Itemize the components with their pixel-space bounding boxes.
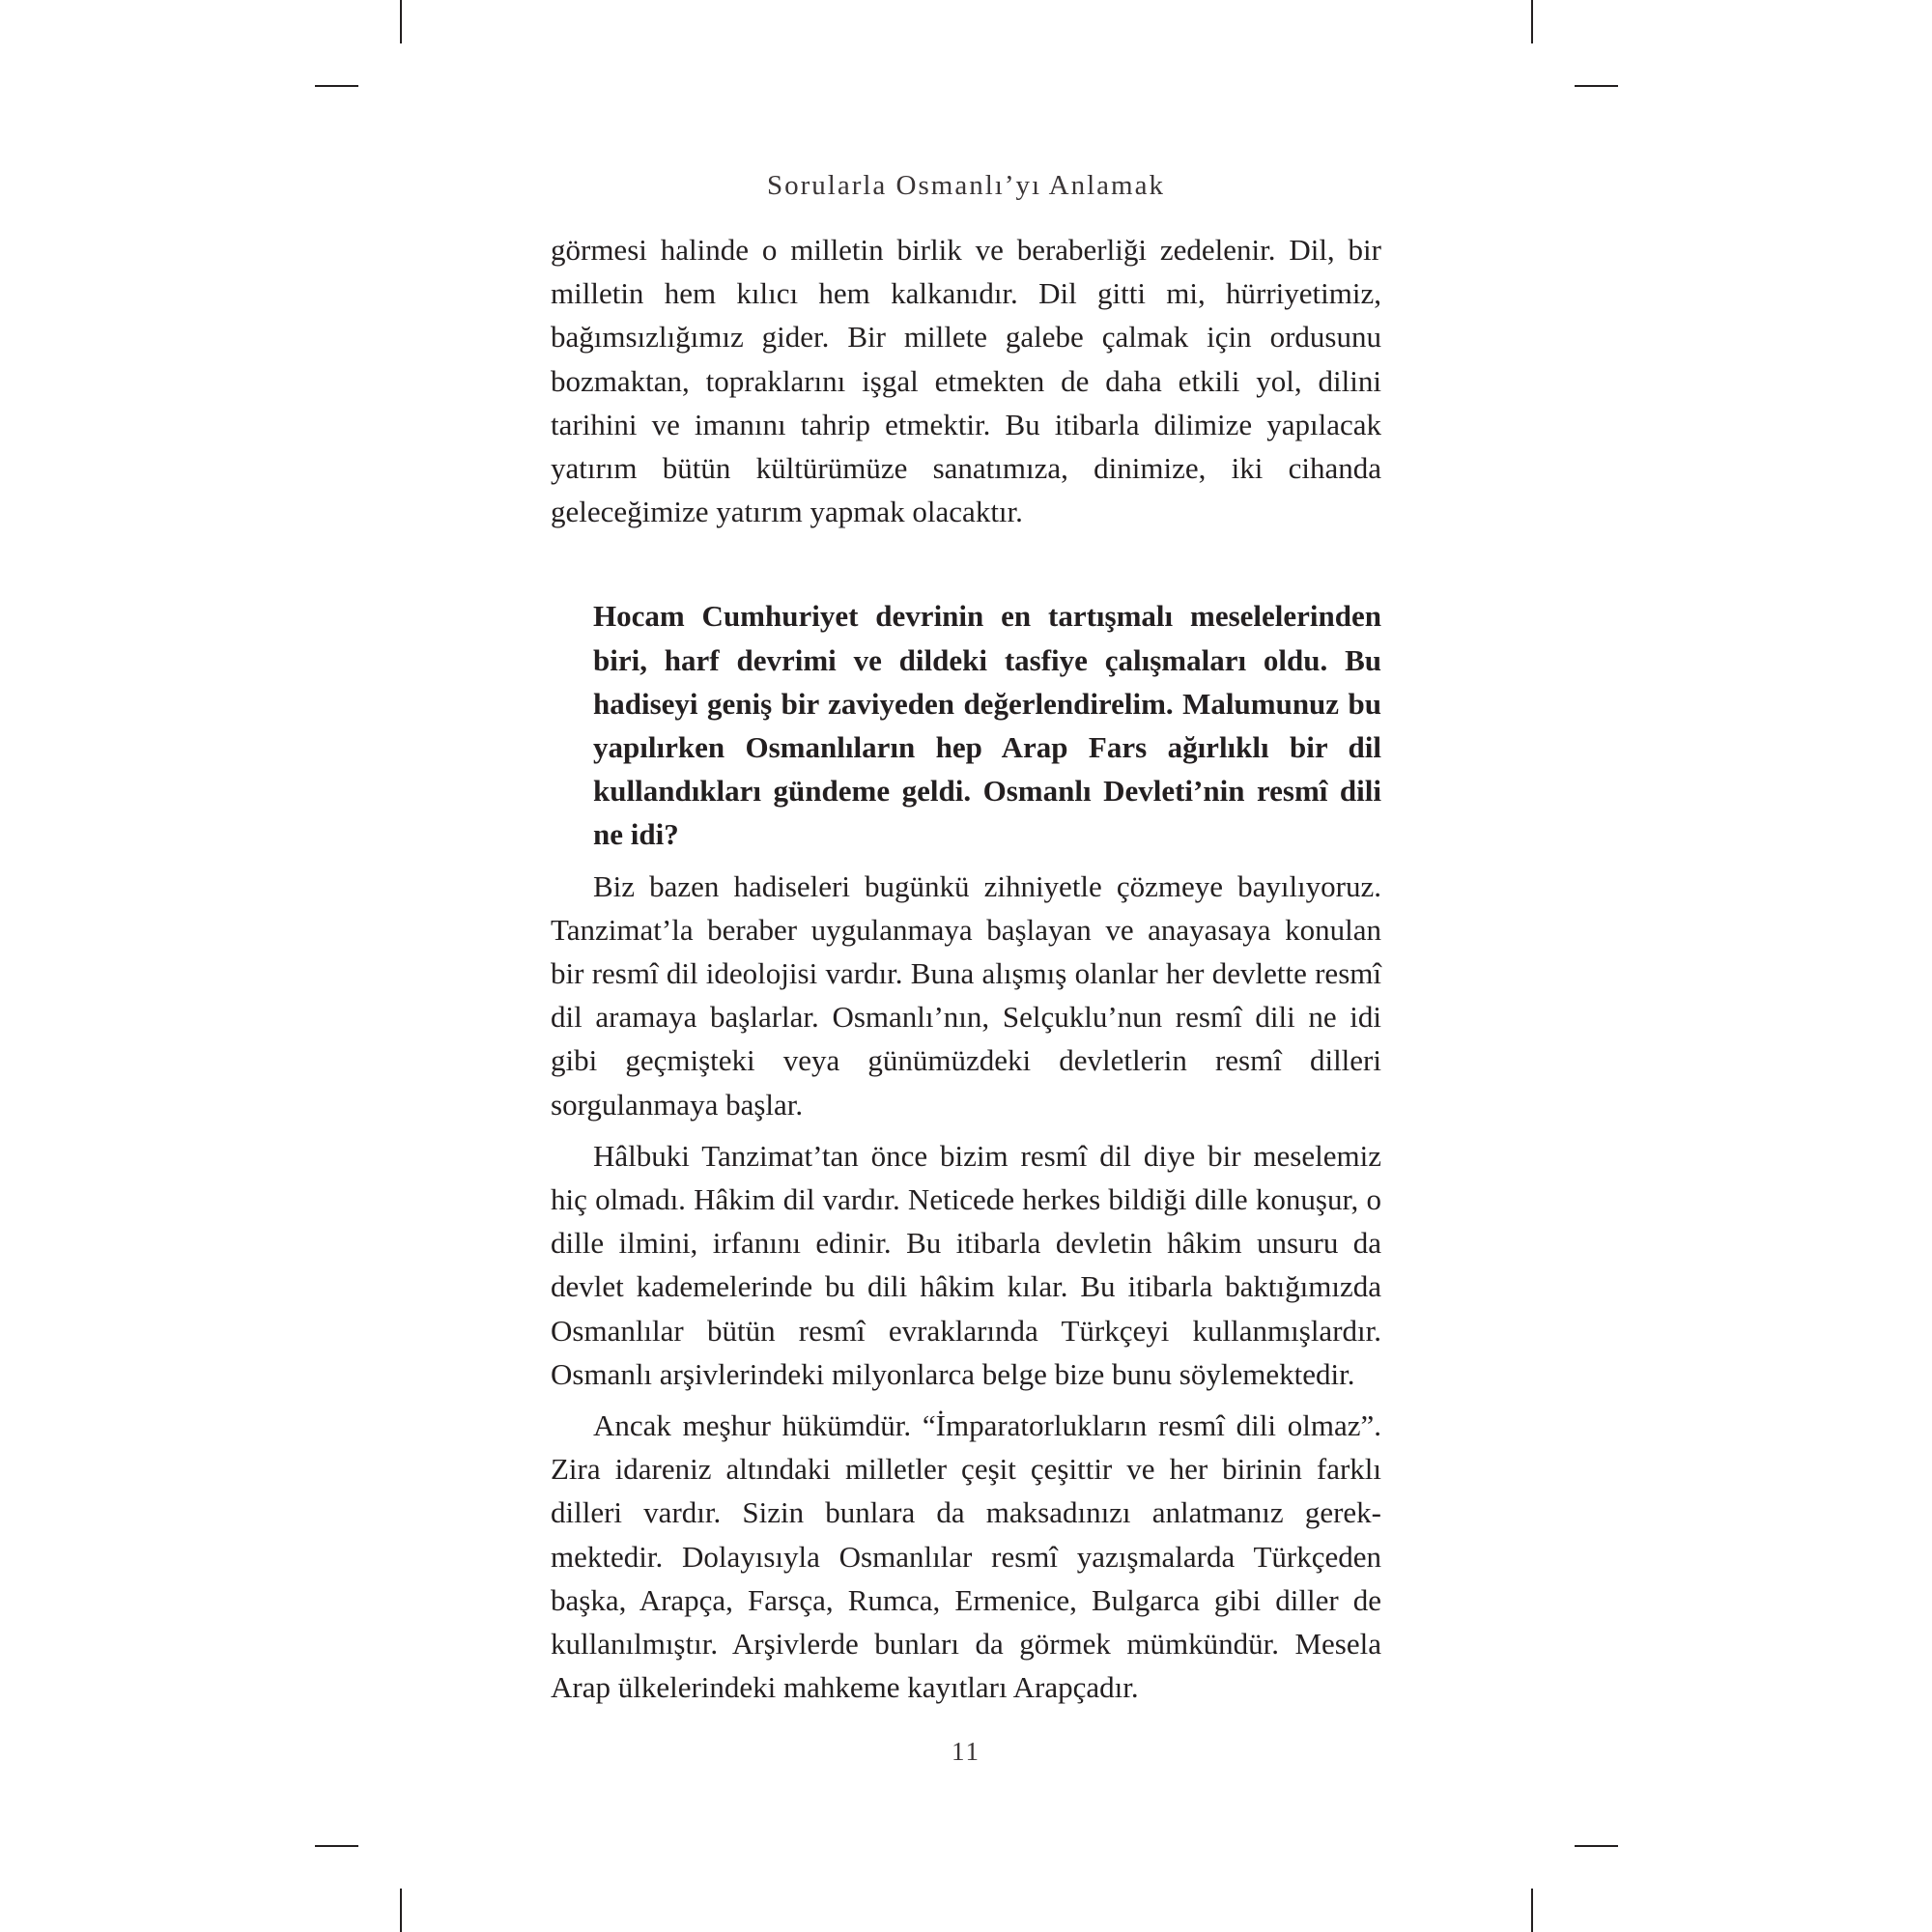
page-body	[551, 228, 1381, 1710]
crop-mark-bottom-left-vertical	[400, 1889, 402, 1932]
crop-mark-top-left-horizontal	[315, 85, 358, 87]
answer-paragraph-1: Biz bazen hadiseleri bugünkü zihniyetle çözmeye bayılıyoruz. Tanzimat’la beraber uygulanmaya başlayan ve anayasaya konulan bir resmî dil ideolojisi vardır. Buna alışmış olanlar her devlette resmî dil aramaya başlarlar. Osmanlı’nın, Selçuklu’nun resmî dili ne idi gibi geçmişteki veya günümüzdeki devletlerin resmî dilleri sorgulanmaya başlar.	[551, 868, 1381, 1122]
running-head: Sorularla Osmanlı’yı Anlamak	[767, 170, 1165, 201]
paragraph-continued: görmesi halinde o milletin birlik ve beraberliği zedelenir. Dil, bir milletin hem kılıcı hem kalkanıdır. Dil gitti mi, hürriyetimiz, bağımsızlığımız gider. Bir millete galebe çalmak için ordusunu bozmaktan, topraklarını işgal etmekten de daha etkili yol, dilini tarihini ve imanını tahrip etmektir. Bu itibarla dilimize yapılacak yatırım bütün kültürümüze sanatımıza, dinimize, iki cihanda geleceğimize yatırım yapmak olacaktır.	[551, 233, 1381, 529]
crop-mark-top-right-horizontal	[1575, 85, 1618, 87]
crop-mark-top-right-vertical	[1531, 0, 1533, 43]
answer-paragraph-2: Hâlbuki Tanzimat’tan önce bizim resmî dil diye bir meselemiz hiç olmadı. Hâkim dil vardır. Neticede herkes bildiği dille konuşur, o dille ilmini, irfanını edinir. Bu itibarla devletin hâkim unsuru da devlet kademelerinde bu dili hâkim kılar. Bu itibarla baktığımızda Osmanlılar bütün resmî evraklarında Türkçeyi kullanmışlardır. Osmanlı arşivlerindeki milyonlarca belge bize bunu söylemektedir.	[551, 1138, 1381, 1391]
crop-mark-bottom-left-horizontal	[315, 1845, 358, 1847]
crop-mark-top-left-vertical	[400, 0, 402, 43]
page-number: 11	[952, 1737, 980, 1766]
crop-mark-bottom-right-vertical	[1531, 1889, 1533, 1932]
crop-mark-bottom-right-horizontal	[1575, 1845, 1618, 1847]
answer-paragraph-3: Ancak meşhur hükümdür. “İmparatorlukların resmî dili olmaz”. Zira idareniz altındaki milletler çeşit çeşittir ve her birinin farklı dilleri vardır. Sizin bunlara da maksadınızı anlatmanız gerekmektedir. Dolayısıyla Osmanlılar resmî yazışmalarda Türkçeden başka, Arapça, Farsça, Rumca, Ermenice, Bulgarca gibi diller de kullanılmıştır. Arşivlerde bunları da görmek mümkündür. Mesela Arap ülkelerindeki mahkeme kayıtları Arapçadır.	[551, 1408, 1381, 1705]
interview-question: Hocam Cumhuriyet devrinin en tartışmalı meselelerinden biri, harf devrimi ve dildeki tasfiye çalışmaları oldu. Bu hadiseyi geniş bir zaviyeden değerlendirelim. Malumunuz bu yapılırken Osmanlıların hep Arap Fars ağırlıklı bir dil kullandıkları gündeme geldi. Osmanlı Devleti’nin resmî dili ne idi?	[593, 599, 1381, 852]
